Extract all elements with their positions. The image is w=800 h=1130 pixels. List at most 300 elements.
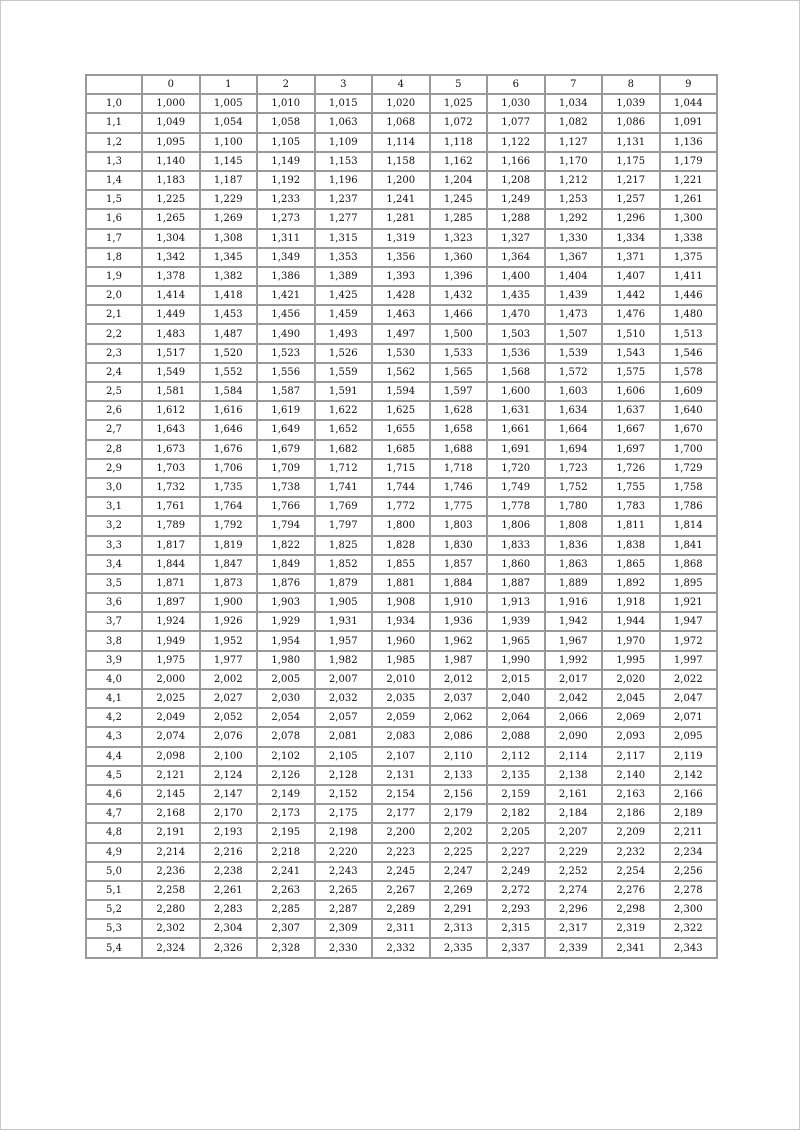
table-cell: 2,010 [372,670,430,689]
table-cell: 1,900 [200,593,258,612]
table-row [86,305,717,324]
table-cell: 1,086 [602,113,660,132]
table-cell: 1,114 [372,133,430,152]
table-cell: 1,010 [257,94,315,113]
table-row [86,689,717,708]
row-label: 2,5 [86,382,142,401]
table-cell: 1,187 [200,171,258,190]
table-row [86,478,717,497]
table-cell: 1,947 [660,612,718,631]
row-label: 1,1 [86,113,142,132]
row-label: 5,4 [86,938,142,957]
row-label: 2,2 [86,324,142,343]
table-cell: 1,881 [372,574,430,593]
column-header: 2 [257,75,315,94]
table-cell: 2,052 [200,708,258,727]
table-cell: 1,217 [602,171,660,190]
table-cell: 1,285 [430,209,488,228]
table-cell: 1,562 [372,363,430,382]
table-cell: 1,970 [602,631,660,650]
table-cell: 1,466 [430,305,488,324]
table-cell: 2,049 [142,708,200,727]
table-cell: 1,196 [315,171,373,190]
table-cell: 1,664 [545,420,603,439]
table-cell: 1,269 [200,209,258,228]
table-cell: 1,523 [257,344,315,363]
table-cell: 1,500 [430,324,488,343]
table-cell: 2,093 [602,727,660,746]
table-cell: 1,513 [660,324,718,343]
table-cell: 1,587 [257,382,315,401]
table-cell: 1,393 [372,267,430,286]
table-cell: 1,034 [545,94,603,113]
table-cell: 2,030 [257,689,315,708]
table-cell: 1,977 [200,651,258,670]
table-cell: 1,908 [372,593,430,612]
row-label: 3,6 [86,593,142,612]
table-cell: 1,389 [315,267,373,286]
table-cell: 1,792 [200,516,258,535]
column-header: 0 [142,75,200,94]
table-cell: 2,040 [487,689,545,708]
table-cell: 1,131 [602,133,660,152]
row-label: 4,5 [86,766,142,785]
table-cell: 1,122 [487,133,545,152]
table-cell: 2,000 [142,670,200,689]
table-cell: 2,012 [430,670,488,689]
table-cell: 1,497 [372,324,430,343]
table-cell: 2,107 [372,747,430,766]
table-cell: 1,822 [257,536,315,555]
table-cell: 2,140 [602,766,660,785]
table-cell: 2,332 [372,938,430,957]
table-cell: 1,400 [487,267,545,286]
table-cell: 1,616 [200,401,258,420]
table-cell: 2,045 [602,689,660,708]
table-cell: 1,942 [545,612,603,631]
row-label: 4,2 [86,708,142,727]
column-header: 1 [200,75,258,94]
table-cell: 1,568 [487,363,545,382]
table-cell: 1,507 [545,324,603,343]
table-cell: 1,990 [487,651,545,670]
table-cell: 1,153 [315,152,373,171]
table-cell: 2,066 [545,708,603,727]
row-label: 3,8 [86,631,142,650]
table-cell: 1,752 [545,478,603,497]
table-cell: 1,916 [545,593,603,612]
row-label: 2,8 [86,440,142,459]
table-cell: 2,232 [602,843,660,862]
table-cell: 1,889 [545,574,603,593]
table-cell: 1,876 [257,574,315,593]
table-cell: 1,439 [545,286,603,305]
table-cell: 2,135 [487,766,545,785]
table-cell: 1,364 [487,248,545,267]
table-cell: 1,261 [660,190,718,209]
table-cell: 1,105 [257,133,315,152]
table-cell: 1,396 [430,267,488,286]
table-cell: 1,985 [372,651,430,670]
row-label: 2,0 [86,286,142,305]
table-cell: 1,811 [602,516,660,535]
table-cell: 1,229 [200,190,258,209]
table-cell: 1,591 [315,382,373,401]
table-cell: 1,257 [602,190,660,209]
table-cell: 2,002 [200,670,258,689]
table-cell: 1,673 [142,440,200,459]
table-cell: 1,625 [372,401,430,420]
table-cell: 1,183 [142,171,200,190]
table-cell: 1,709 [257,459,315,478]
table-cell: 1,483 [142,324,200,343]
table-cell: 2,243 [315,862,373,881]
table-cell: 2,025 [142,689,200,708]
table-cell: 1,685 [372,440,430,459]
table-cell: 1,929 [257,612,315,631]
table-cell: 1,072 [430,113,488,132]
table-cell: 1,319 [372,229,430,248]
table-cell: 2,081 [315,727,373,746]
table-row [86,631,717,650]
table-cell: 1,691 [487,440,545,459]
table-cell: 1,030 [487,94,545,113]
table-cell: 2,184 [545,804,603,823]
table-cell: 2,175 [315,804,373,823]
table-cell: 1,772 [372,497,430,516]
table-cell: 1,863 [545,555,603,574]
table-cell: 1,913 [487,593,545,612]
table-cell: 2,278 [660,881,718,900]
table-cell: 1,887 [487,574,545,593]
table-cell: 1,594 [372,382,430,401]
table-cell: 2,252 [545,862,603,881]
table-cell: 2,223 [372,843,430,862]
table-cell: 1,353 [315,248,373,267]
row-label: 4,8 [86,823,142,842]
table-cell: 1,682 [315,440,373,459]
table-cell: 2,247 [430,862,488,881]
table-cell: 2,017 [545,670,603,689]
table-cell: 2,234 [660,843,718,862]
table-cell: 1,778 [487,497,545,516]
table-cell: 1,118 [430,133,488,152]
table-cell: 2,272 [487,881,545,900]
row-label: 3,0 [86,478,142,497]
table-cell: 1,962 [430,631,488,650]
table-cell: 1,661 [487,420,545,439]
row-label: 4,7 [86,804,142,823]
table-cell: 1,706 [200,459,258,478]
table-cell: 1,992 [545,651,603,670]
table-cell: 1,136 [660,133,718,152]
table-cell: 1,552 [200,363,258,382]
table-cell: 1,526 [315,344,373,363]
table-cell: 2,086 [430,727,488,746]
row-label: 2,7 [86,420,142,439]
table-cell: 2,020 [602,670,660,689]
table-cell: 2,168 [142,804,200,823]
table-cell: 1,281 [372,209,430,228]
table-cell: 1,797 [315,516,373,535]
table-cell: 2,322 [660,919,718,938]
row-label: 5,1 [86,881,142,900]
row-label: 3,1 [86,497,142,516]
table-cell: 1,356 [372,248,430,267]
table-cell: 2,309 [315,919,373,938]
table-cell: 2,022 [660,670,718,689]
table-cell: 1,905 [315,593,373,612]
table-row [86,113,717,132]
table-cell: 1,679 [257,440,315,459]
table-cell: 1,543 [602,344,660,363]
table-cell: 2,090 [545,727,603,746]
table-row [86,248,717,267]
table-cell: 1,855 [372,555,430,574]
table-row [86,708,717,727]
table-cell: 2,276 [602,881,660,900]
table-cell: 2,341 [602,938,660,957]
table-cell: 1,631 [487,401,545,420]
table-cell: 1,493 [315,324,373,343]
table-cell: 1,786 [660,497,718,516]
table-cell: 2,064 [487,708,545,727]
table-cell: 1,476 [602,305,660,324]
table-row [86,94,717,113]
table-cell: 1,109 [315,133,373,152]
table-cell: 1,936 [430,612,488,631]
corner-cell [86,75,142,94]
table-cell: 2,311 [372,919,430,938]
table-cell: 1,371 [602,248,660,267]
table-cell: 2,195 [257,823,315,842]
table-cell: 1,575 [602,363,660,382]
table-cell: 2,330 [315,938,373,957]
table-row [86,843,717,862]
table-cell: 1,367 [545,248,603,267]
table-cell: 2,307 [257,919,315,938]
table-cell: 1,039 [602,94,660,113]
table-cell: 1,208 [487,171,545,190]
table-cell: 1,646 [200,420,258,439]
row-label: 1,8 [86,248,142,267]
table-cell: 1,775 [430,497,488,516]
table-cell: 1,667 [602,420,660,439]
table-cell: 1,432 [430,286,488,305]
table-cell: 1,817 [142,536,200,555]
table-cell: 1,233 [257,190,315,209]
table-cell: 1,520 [200,344,258,363]
table-cell: 1,510 [602,324,660,343]
table-row [86,133,717,152]
table-row [86,881,717,900]
table-cell: 2,216 [200,843,258,862]
table-cell: 1,694 [545,440,603,459]
row-label: 1,0 [86,94,142,113]
table-cell: 1,304 [142,229,200,248]
table-cell: 1,841 [660,536,718,555]
table-cell: 1,921 [660,593,718,612]
table-cell: 1,054 [200,113,258,132]
table-row [86,785,717,804]
table-cell: 2,007 [315,670,373,689]
table-cell: 2,100 [200,747,258,766]
table-cell: 2,254 [602,862,660,881]
table-cell: 1,225 [142,190,200,209]
table-cell: 1,308 [200,229,258,248]
table-cell: 1,245 [430,190,488,209]
table-row [86,344,717,363]
table-cell: 1,640 [660,401,718,420]
table-row [86,823,717,842]
table-cell: 1,715 [372,459,430,478]
table-cell: 1,407 [602,267,660,286]
table-cell: 1,838 [602,536,660,555]
row-label: 1,9 [86,267,142,286]
table-cell: 2,291 [430,900,488,919]
table-cell: 1,800 [372,516,430,535]
table-row [86,516,717,535]
table-row [86,440,717,459]
table-cell: 1,766 [257,497,315,516]
row-label: 1,6 [86,209,142,228]
table-cell: 1,578 [660,363,718,382]
table-cell: 2,027 [200,689,258,708]
table-cell: 2,337 [487,938,545,957]
table-cell: 2,166 [660,785,718,804]
table-cell: 2,209 [602,823,660,842]
table-cell: 1,382 [200,267,258,286]
table-cell: 1,975 [142,651,200,670]
table-cell: 1,658 [430,420,488,439]
table-cell: 1,764 [200,497,258,516]
table-cell: 2,147 [200,785,258,804]
table-cell: 1,697 [602,440,660,459]
row-label: 2,1 [86,305,142,324]
table-cell: 1,265 [142,209,200,228]
table-cell: 1,643 [142,420,200,439]
table-cell: 1,459 [315,305,373,324]
row-label: 3,9 [86,651,142,670]
table-cell: 2,121 [142,766,200,785]
table-cell: 1,606 [602,382,660,401]
table-cell: 1,628 [430,401,488,420]
table-cell: 1,865 [602,555,660,574]
table-cell: 2,005 [257,670,315,689]
table-cell: 1,378 [142,267,200,286]
table-cell: 1,162 [430,152,488,171]
table-cell: 1,957 [315,631,373,650]
table-row [86,862,717,881]
table-cell: 1,149 [257,152,315,171]
table-row [86,324,717,343]
table-cell: 2,015 [487,670,545,689]
table-cell: 1,253 [545,190,603,209]
table-row [86,727,717,746]
table-cell: 1,442 [602,286,660,305]
table-cell: 1,411 [660,267,718,286]
table-cell: 2,193 [200,823,258,842]
table-cell: 1,414 [142,286,200,305]
table-cell: 1,895 [660,574,718,593]
table-cell: 2,088 [487,727,545,746]
table-row [86,382,717,401]
row-label: 5,3 [86,919,142,938]
table-cell: 2,128 [315,766,373,785]
table-cell: 1,300 [660,209,718,228]
table-cell: 1,581 [142,382,200,401]
table-cell: 2,229 [545,843,603,862]
table-cell: 2,269 [430,881,488,900]
column-header: 6 [487,75,545,94]
table-cell: 1,857 [430,555,488,574]
table-cell: 1,175 [602,152,660,171]
table-cell: 2,198 [315,823,373,842]
table-cell: 1,170 [545,152,603,171]
table-cell: 1,237 [315,190,373,209]
table-cell: 2,283 [200,900,258,919]
row-label: 4,6 [86,785,142,804]
table-cell: 1,005 [200,94,258,113]
table-cell: 2,076 [200,727,258,746]
row-label: 1,4 [86,171,142,190]
table-cell: 1,456 [257,305,315,324]
table-cell: 1,315 [315,229,373,248]
table-cell: 2,296 [545,900,603,919]
table-cell: 1,204 [430,171,488,190]
table-cell: 1,145 [200,152,258,171]
row-label: 3,4 [86,555,142,574]
square-root-table [85,74,718,959]
table-cell: 2,156 [430,785,488,804]
table-cell: 2,098 [142,747,200,766]
table-cell: 1,386 [257,267,315,286]
row-label: 1,3 [86,152,142,171]
row-label: 3,2 [86,516,142,535]
table-cell: 1,421 [257,286,315,305]
table-cell: 1,480 [660,305,718,324]
row-label: 1,2 [86,133,142,152]
table-cell: 1,044 [660,94,718,113]
table-cell: 1,221 [660,171,718,190]
table-cell: 1,349 [257,248,315,267]
table-cell: 1,539 [545,344,603,363]
table-row [86,804,717,823]
table-cell: 2,245 [372,862,430,881]
table-cell: 2,059 [372,708,430,727]
table-cell: 1,418 [200,286,258,305]
table-cell: 1,819 [200,536,258,555]
table-cell: 2,241 [257,862,315,881]
table-cell: 1,530 [372,344,430,363]
row-label: 3,7 [86,612,142,631]
table-cell: 2,133 [430,766,488,785]
table-cell: 2,161 [545,785,603,804]
table-cell: 2,149 [257,785,315,804]
table-cell: 1,954 [257,631,315,650]
table-cell: 1,323 [430,229,488,248]
table-row [86,286,717,305]
table-row [86,229,717,248]
table-cell: 1,425 [315,286,373,305]
table-cell: 1,063 [315,113,373,132]
table-cell: 1,470 [487,305,545,324]
table-cell: 1,100 [200,133,258,152]
table-cell: 1,025 [430,94,488,113]
table-cell: 1,446 [660,286,718,305]
table-cell: 2,095 [660,727,718,746]
table-cell: 2,105 [315,747,373,766]
